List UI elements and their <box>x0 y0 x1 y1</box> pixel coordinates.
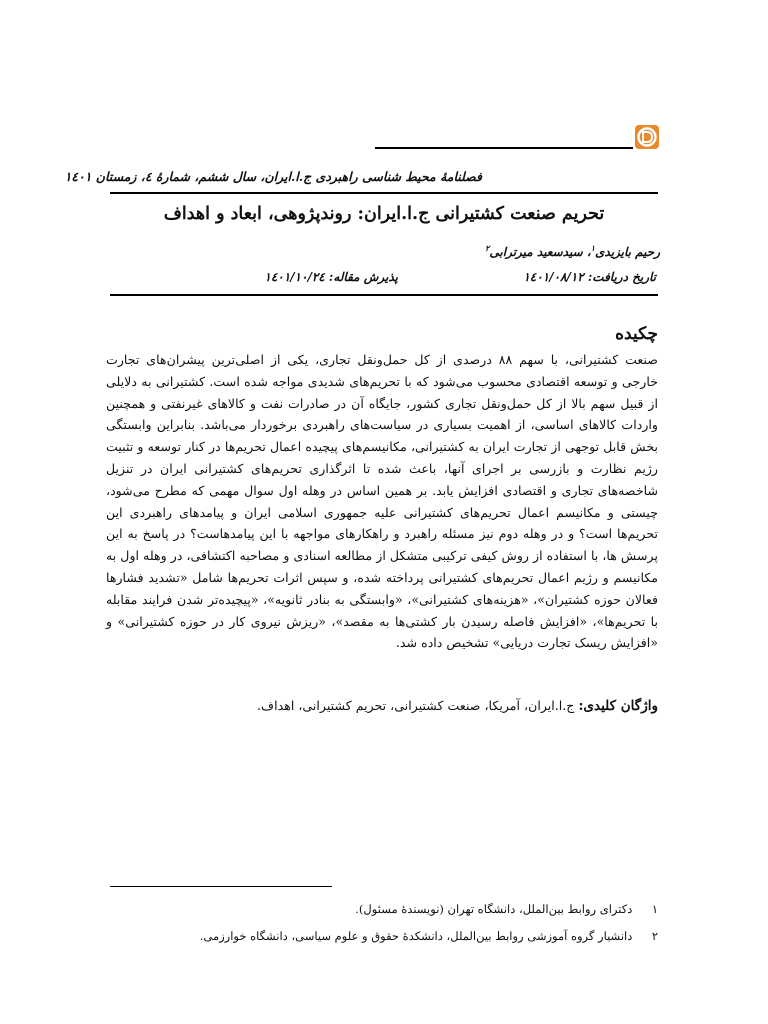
keywords-label: واژگان کلیدی: <box>578 698 658 714</box>
keywords-text: ج.ا.ایران، آمریکا، صنعت کشتیرانی، تحریم کشتیرانی، اهداف. <box>257 698 579 713</box>
abstract-body: صنعت کشتیرانی، با سهم ٨٨ درصدی از کل حمل‌ونقل تجاری، یکی از اصلی‌ترین پیشران‌های تجارت خارجی و توسعه اقتصادی محسوب می‌شود که با تحریم‌های شدیدی مواجه شده است. کشتیرانی به دلایلی از قبیل سهم بالا از کل حمل‌ونقل تجاری کشور، جایگاه آن در صادرات نفت و کالاهای غیرنفتی و همچنین واردات کالاهای اساسی، از اهمیت بسیاری در سیاست‌های راهبردی برخوردار می‌باشد. بنابراین وابستگی بخش قابل توجهی از تجارت ایران به کشتیرانی، مکانیسم‌های پیچیده اعمال تحریم‌ها در کنار توسعه و تثبیت رژیم نظارت و بازرسی بر اجرای آنها، باعث شده تا اثرگذاری تحریم‌های کشتیرانی ایران در تنزیل شاخصه‌های تجاری و اقتصادی افزایش یابد. بر همین اساس در وهله اول سوال مهمی که مطرح می‌شود، چیستی و مکانیسم اعمال تحریم‌های کشتیرانی علیه جمهوری اسلامی ایران و پیامدهای راهبردی این تحریم‌ها است؟ و در وهله دوم نیز مسئله راهبرد و راهکارهای مواجهه با این پیامدهاست؟ در پاسخ به این پرسش ها، با استفاده از روش کیفی ترکیبی متشکل از مطالعه اسنادی و مصاحبه اکتشافی، در وهله اول به مکانیسم و رژیم اعمال تحریم‌های کشتیرانی پرداخته شده، و سپس اثرات تحریم‌ها شامل «تشدید فشارها فعالان حوزه کشتیران»، «هزینه‌های کشتیرانی»، «وابستگی به بنادر ثانویه»، «پیچیده‌تر شدن فرایند مقابله با تحریم‌ها»، «افزایش فاصله رسیدن بار کشتی‌ها به مقصد»، «ریزش نیروی کار در حوزه کشتیرانی» و «افزایش ریسک تجارت دریایی» تشخیص داده شد. <box>106 352 658 651</box>
footnote-rule <box>110 886 332 887</box>
footnote-1-text: دکترای روابط بین‌الملل، دانشگاه تهران (نویسندۀ مسئول). <box>355 902 633 916</box>
author-2: سیدسعید میرترابی <box>489 245 583 259</box>
journal-logo-icon <box>634 124 660 150</box>
author-2-footnote-mark[interactable]: ٢ <box>485 243 490 253</box>
author-separator: ، <box>582 245 591 259</box>
journal-header: فصلنامۀ محیط شناسی راهبردی ج.ا.ایران، سال ششم، شمارۀ ٤، زمستان ١٤٠١ <box>64 169 482 184</box>
authors-line <box>485 243 660 259</box>
dates-rule <box>110 294 658 296</box>
footnote-1-number: ١ <box>651 902 658 916</box>
keywords-line <box>106 698 658 714</box>
top-rule <box>375 147 633 149</box>
footnote-2-text: دانشیار گروه آموزشی روابط بین‌الملل، دانشکدۀ حقوق و علوم سیاسی، دانشگاه خوارزمی. <box>199 929 633 943</box>
accepted-date: پذیرش مقاله: ١٤٠١/١٠/٢٤ <box>264 270 398 284</box>
article-title: تحریم صنعت کشتیرانی ج.ا.ایران: روندپژوهی، ابعاد و اهداف <box>163 204 605 224</box>
header-rule <box>110 192 658 194</box>
received-date: تاریخ دریافت: ١٤٠١/٠٨/١٢ <box>523 270 656 284</box>
dates-line <box>110 270 658 288</box>
author-1-footnote-mark[interactable]: ١ <box>590 243 595 253</box>
footnote-2 <box>200 929 658 943</box>
author-1: رحیم بایزیدی <box>595 245 660 259</box>
abstract-heading: چکیده <box>615 324 658 344</box>
footnote-2-number: ٢ <box>651 929 658 943</box>
footnote-1 <box>355 902 658 916</box>
